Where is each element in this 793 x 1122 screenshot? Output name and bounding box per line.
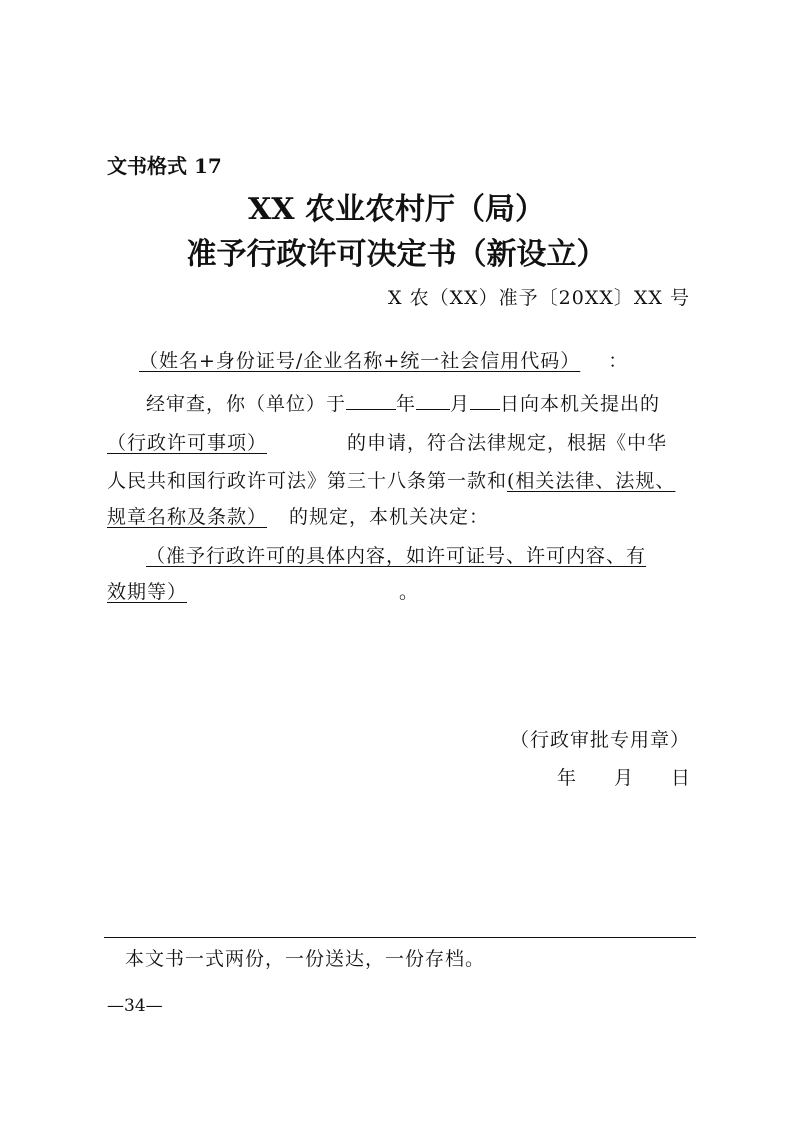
paragraph1-line2 — [107, 428, 667, 455]
date-line — [557, 763, 690, 790]
document-title-line1: XX 农业农村厅（局） — [248, 192, 545, 227]
date-month: 月 — [613, 767, 633, 789]
decision-content-field: （准予行政许可的具体内容，如许可证号、许可内容、有 — [146, 545, 647, 567]
day-blank — [470, 391, 500, 410]
month-blank — [416, 391, 450, 410]
text-segment: 。 — [399, 581, 420, 603]
paragraph1-line1 — [146, 389, 660, 416]
paragraph2-line1 — [146, 541, 646, 568]
addressee-line — [107, 346, 628, 373]
page-number: —34— — [107, 996, 163, 1016]
paragraph1-line3 — [107, 466, 675, 493]
law-reference-field: (相关法律、法规、 — [507, 470, 676, 492]
date-year: 年 — [556, 767, 576, 789]
date-day: 日 — [670, 767, 690, 789]
paragraph2-line2 — [107, 577, 419, 604]
addressee-colon: ： — [608, 350, 629, 372]
format-label: 文书格式 17 — [107, 154, 222, 178]
permit-item-field: （行政许可事项） — [107, 432, 268, 454]
law-reference-field-cont: 规章名称及条款） — [107, 506, 268, 528]
text-segment: 日向本机关提出的 — [500, 393, 661, 415]
addressee-field: （姓名+身份证号/企业名称+统一社会信用代码） — [139, 350, 581, 372]
text-segment: 的规定，本机关决定： — [289, 506, 490, 528]
text-segment: 的申请，符合法律规定，根据《中华 — [347, 432, 668, 454]
year-blank — [346, 391, 396, 410]
seal-label: （行政审批专用章） — [509, 729, 690, 751]
document-title-line2: 准予行政许可决定书（新设立） — [186, 237, 607, 272]
decision-content-field-cont: 效期等） — [107, 581, 188, 603]
text-segment: 经审查，你（单位）于 — [146, 393, 347, 415]
footer-note: 本文书一式两份，一份送达，一份存档。 — [125, 948, 486, 970]
footer-rule — [104, 937, 696, 938]
paragraph1-line4 — [107, 502, 489, 529]
text-segment: 年 — [396, 393, 417, 415]
text-segment: 月 — [450, 393, 471, 415]
text-segment: 人民共和国行政许可法》第三十八条第一款和 — [107, 470, 508, 492]
document-number: X 农（XX）准予〔20XX〕XX 号 — [388, 287, 690, 309]
